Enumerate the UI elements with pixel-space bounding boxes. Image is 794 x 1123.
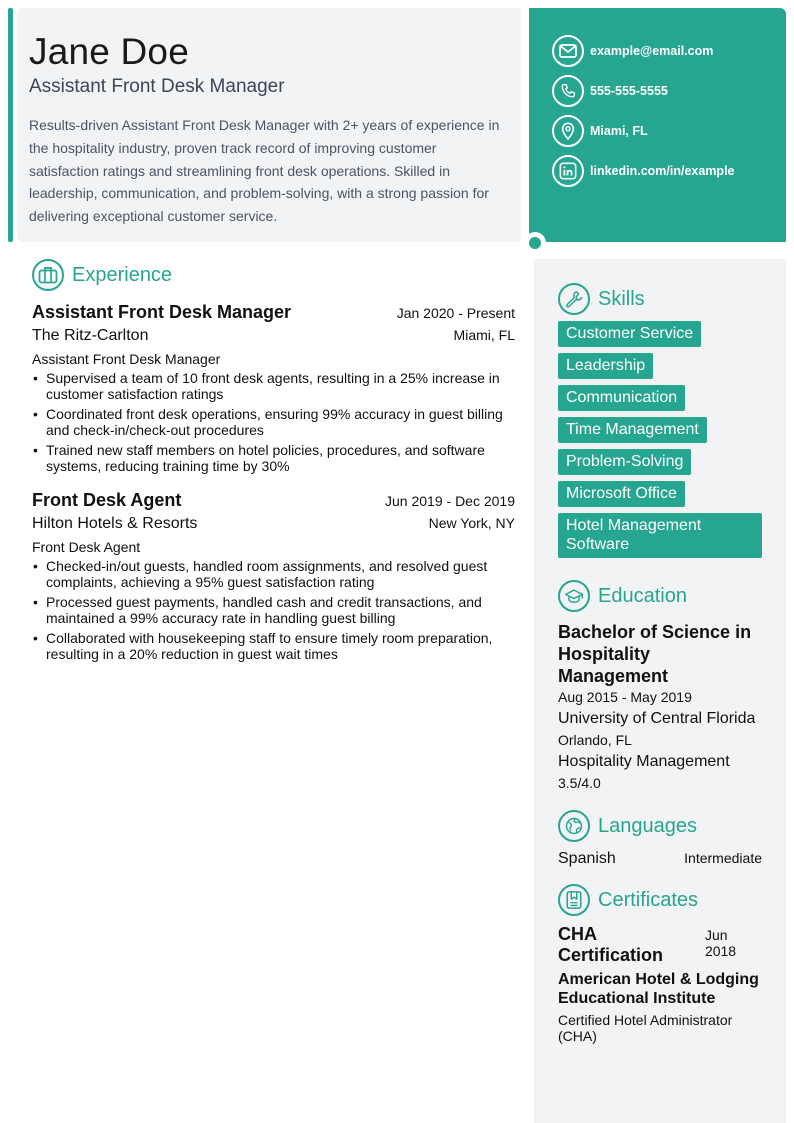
certificates-section xyxy=(558,884,762,1044)
contact-panel xyxy=(529,8,786,242)
skill-tag: Problem-Solving xyxy=(558,449,691,475)
graduation-cap-icon xyxy=(558,580,590,612)
header-divider-dot xyxy=(529,237,541,249)
certificate-description: Certified Hotel Administrator (CHA) xyxy=(558,1012,733,1044)
skills-heading xyxy=(558,283,762,315)
skills-list xyxy=(558,321,762,564)
email-icon xyxy=(552,35,584,67)
contact-location-text: Miami, FL xyxy=(590,124,648,138)
job-company: Hilton Hotels & Resorts xyxy=(32,515,198,532)
job-bullet: • Processed guest payments, handled cash and credit transactions, and maintained a 99% accuracy rate in handling guest billing xyxy=(32,594,515,626)
certificate-item xyxy=(558,924,762,966)
briefcase-icon xyxy=(32,259,64,291)
job-entry xyxy=(32,488,515,662)
globe-icon xyxy=(558,810,590,842)
education-gpa: 3.5/4.0 xyxy=(558,775,601,791)
contact-phone[interactable] xyxy=(552,71,786,111)
job-company: The Ritz-Carlton xyxy=(32,327,149,344)
job-location: Miami, FL xyxy=(453,327,515,343)
certificate-icon xyxy=(558,884,590,916)
skill-tag: Time Management xyxy=(558,417,707,443)
contact-phone-text: 555-555-5555 xyxy=(590,84,668,98)
experience-heading xyxy=(32,259,515,291)
skill-tag: Leadership xyxy=(558,353,653,379)
job-dates: Jun 2019 - Dec 2019 xyxy=(385,493,515,509)
job-subtitle: Assistant Front Desk Manager xyxy=(32,351,221,367)
job-location: New York, NY xyxy=(428,515,515,531)
candidate-name: Jane Doe xyxy=(29,31,189,72)
summary-text: Results-driven Assistant Front Desk Manager with 2+ years of experience in the hospitality industry, proven track record of improving customer satisfaction ratings and streamlining front desk operations. Skilled in leadership, communication, and problem-solving, with a strong passion for delivering exceptional customer service. xyxy=(29,117,500,225)
phone-icon xyxy=(552,75,584,107)
job-role: Assistant Front Desk Manager xyxy=(32,302,292,322)
contact-linkedin[interactable] xyxy=(552,151,786,191)
language-item xyxy=(558,850,762,868)
education-school: University of Central Florida xyxy=(558,710,756,727)
languages-section xyxy=(558,810,762,868)
education-heading xyxy=(558,580,762,612)
education-location: Orlando, FL xyxy=(558,732,632,748)
certificates-title: Certificates xyxy=(598,888,699,911)
languages-heading xyxy=(558,810,762,842)
job-bullet: • Coordinated front desk operations, ensuring 99% accuracy in guest billing and check-in/check-out procedures xyxy=(32,406,515,438)
education-degree: Bachelor of Science in Hospitality Management xyxy=(558,622,752,686)
location-pin-icon xyxy=(552,115,584,147)
candidate-title: Assistant Front Desk Manager xyxy=(29,76,285,97)
certificates-heading xyxy=(558,884,762,916)
education-title: Education xyxy=(598,584,687,607)
sidebar xyxy=(534,259,786,1123)
job-bullet: • Supervised a team of 10 front desk agents, resulting in a 25% increase in customer satisfaction ratings xyxy=(32,370,515,402)
linkedin-icon xyxy=(552,155,584,187)
certificate-date: Jun 2018 xyxy=(704,927,737,959)
job-bullet: • Collaborated with housekeeping staff to ensure timely room preparation, resulting in a 20% reduction in guest wait times xyxy=(32,630,515,662)
education-section xyxy=(558,580,762,794)
job-entry xyxy=(32,300,515,474)
contact-location xyxy=(552,111,786,151)
certificate-name: CHA Certification xyxy=(558,924,664,965)
skill-tag: Communication xyxy=(558,385,685,411)
job-dates: Jan 2020 - Present xyxy=(396,305,515,321)
languages-title: Languages xyxy=(598,814,697,837)
education-dates: Aug 2015 - May 2019 xyxy=(558,689,692,705)
job-bullets xyxy=(32,558,515,662)
certificate-issuer: American Hotel & Lodging Educational Institute xyxy=(558,971,759,1007)
contact-linkedin-text: linkedin.com/in/example xyxy=(590,164,735,178)
skill-tag: Hotel Management Software xyxy=(558,513,762,558)
main-column xyxy=(32,259,515,666)
skill-tag: Customer Service xyxy=(558,321,701,347)
education-field: Hospitality Management xyxy=(558,753,730,770)
job-bullet: • Checked-in/out guests, handled room assignments, and resolved guest complaints, achieving a 95% guest satisfaction rating xyxy=(32,558,515,590)
language-level: Intermediate xyxy=(684,850,762,866)
job-bullets xyxy=(32,370,515,474)
job-role: Front Desk Agent xyxy=(32,490,182,510)
header-panel xyxy=(17,8,521,242)
experience-title: Experience xyxy=(72,263,173,286)
wrench-icon xyxy=(558,283,590,315)
header-accent-bar xyxy=(8,8,13,242)
skills-title: Skills xyxy=(598,287,645,310)
language-name: Spanish xyxy=(558,850,616,867)
skill-tag: Microsoft Office xyxy=(558,481,685,507)
contact-email[interactable] xyxy=(552,31,786,71)
job-bullet: • Trained new staff members on hotel policies, procedures, and software systems, reducing training time by 30% xyxy=(32,442,515,474)
job-subtitle: Front Desk Agent xyxy=(32,539,141,555)
contact-email-text: example@email.com xyxy=(590,44,714,58)
